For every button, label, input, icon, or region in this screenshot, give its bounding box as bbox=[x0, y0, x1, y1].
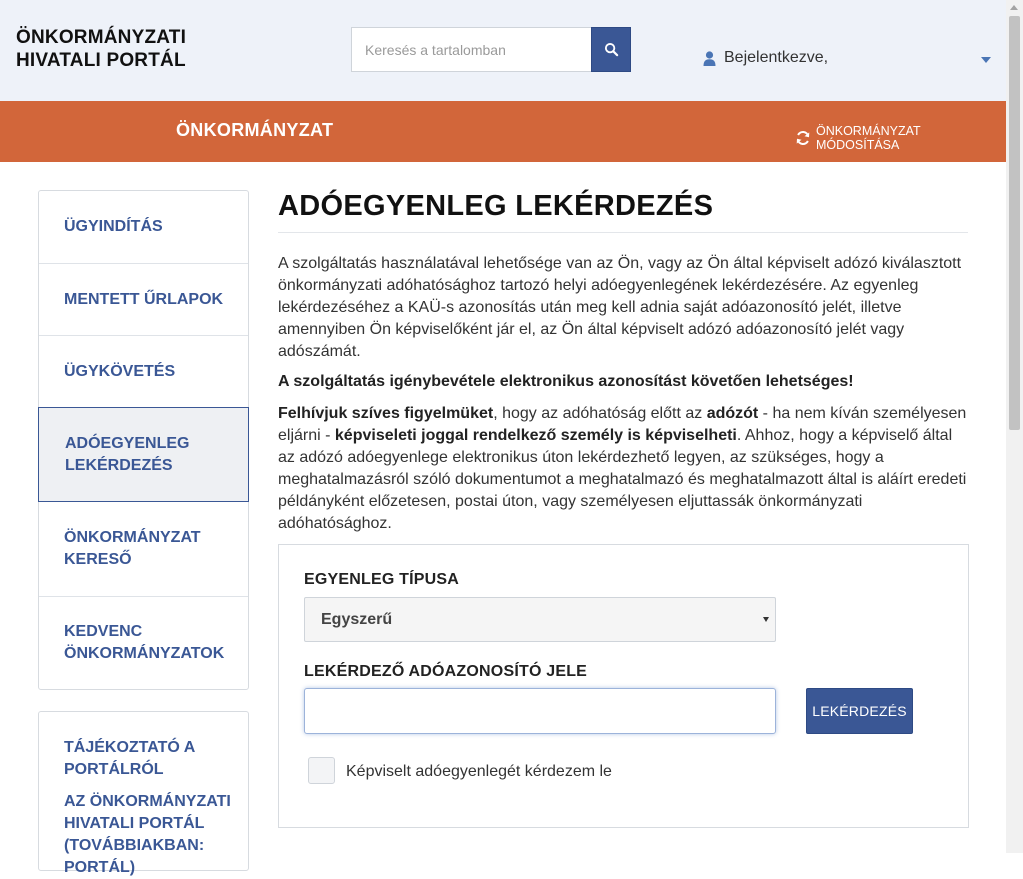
chevron-down-icon[interactable] bbox=[981, 57, 991, 63]
attention-text-6: . Ahhoz, hogy a képviselő által az adózó adóegyenlege elektronikus úton lekérdezhető legyen, az szükséges, hogy a meghatalmazásról szóló dokumentumot a meghatalmazó és meghatalmazott által is aláírt eredeti példányként előzetesen, postai úton, vagy személyesen eljuttassák önkormányzati adóhatósághoz. bbox=[278, 427, 967, 532]
top-header bbox=[0, 0, 1006, 101]
sidebar-menu bbox=[38, 190, 249, 690]
municipality-bar bbox=[0, 101, 1006, 162]
user-label: Bejelentkezve, bbox=[724, 49, 829, 66]
user-menu[interactable] bbox=[703, 49, 828, 67]
page-title: ADÓEGYENLEG LEKÉRDEZÉS bbox=[278, 190, 714, 222]
sidebar-item-label: ÖNKORMÁNYZAT KERESŐ bbox=[64, 529, 201, 568]
attention-text-2: , hogy az adóhatóság előtt az bbox=[493, 405, 707, 422]
represented-checkbox[interactable] bbox=[308, 757, 335, 784]
attention-text-4: - ha nem kíván személyesen eljárni - bbox=[278, 405, 967, 444]
sidebar-item-saved-forms[interactable] bbox=[39, 264, 248, 336]
title-divider bbox=[278, 232, 968, 233]
portal-description-link[interactable]: AZ ÖNKORMÁNYZATI HIVATALI PORTÁL (TOVÁBBIAKBAN: PORTÁL) bbox=[64, 793, 231, 876]
page-scrollbar[interactable] bbox=[1006, 0, 1023, 853]
notice-paragraph bbox=[278, 371, 968, 393]
user-icon bbox=[703, 51, 716, 66]
change-municipality-label: ÖNKORMÁNYZAT MÓDOSÍTÁSA bbox=[816, 124, 921, 152]
intro-paragraph: A szolgáltatás használatával lehetősége van az Ön, vagy az Ön által képviselt adózó kiválasztott önkormányzati adóhatósághoz tartozó helyi adóegyenlegének lekérdezésére. Az egyenleg lekérdezéséhez a KAÜ-s azonosítás után meg kell adnia saját adóazonosító jelét, illetve amennyiben Ön képviselőként jár el, az Ön által képviselt adózó adóazonosító jelét vagy adószámát. bbox=[278, 255, 962, 360]
scrollbar-thumb[interactable] bbox=[1009, 16, 1020, 430]
sidebar-item-label: MENTETT ŰRLAPOK bbox=[64, 290, 224, 308]
sidebar-item-label: ÜGYINDÍTÁS bbox=[64, 218, 163, 235]
search-icon bbox=[604, 42, 619, 57]
sidebar-item-label: KEDVENC ÖNKORMÁNYZATOK bbox=[64, 623, 225, 662]
balance-type-label: EGYENLEG TÍPUSA bbox=[304, 571, 460, 588]
balance-type-value: Egyszerű bbox=[321, 610, 393, 628]
info-panel bbox=[38, 711, 249, 876]
search-button[interactable] bbox=[591, 27, 631, 72]
scroll-up-icon[interactable] bbox=[1010, 5, 1018, 10]
sidebar-item-label: ÜGYKÖVETÉS bbox=[64, 362, 176, 380]
attention-paragraph bbox=[278, 403, 968, 535]
taxid-label: LEKÉRDEZŐ ADÓAZONOSÍTÓ JELE bbox=[304, 663, 588, 680]
sidebar-item-municipality-search[interactable] bbox=[39, 502, 248, 597]
notice-text: A szolgáltatás igénybevétele elektronikus azonosítást követően lehetséges! bbox=[278, 373, 854, 390]
sidebar-item-case-start[interactable] bbox=[39, 191, 248, 264]
attention-bold-3: adózót bbox=[706, 405, 759, 422]
balance-query-form bbox=[278, 544, 969, 828]
sidebar-item-tax-balance[interactable] bbox=[38, 407, 249, 502]
sidebar-item-label: ADÓEGYENLEG LEKÉRDEZÉS bbox=[65, 434, 190, 474]
represented-checkbox-label[interactable]: Képviselt adóegyenlegét kérdezem le bbox=[346, 763, 612, 780]
balance-type-select[interactable] bbox=[304, 597, 776, 642]
brand-line-1: ÖNKORMÁNYZATI bbox=[16, 27, 187, 48]
taxid-input[interactable] bbox=[304, 688, 776, 734]
portal-info-link[interactable]: TÁJÉKOZTATÓ A PORTÁLRÓL bbox=[64, 739, 195, 778]
search-input[interactable] bbox=[351, 27, 592, 72]
refresh-icon bbox=[795, 130, 811, 146]
municipality-title: ÖNKORMÁNYZAT bbox=[176, 120, 334, 140]
brand-line-2: HIVATALI PORTÁL bbox=[16, 50, 186, 71]
attention-bold-5: képviseleti joggal rendelkező személy is képviselheti bbox=[334, 427, 737, 444]
sidebar-item-case-tracking[interactable] bbox=[39, 336, 248, 408]
change-municipality-button[interactable] bbox=[795, 124, 1006, 152]
query-button[interactable]: LEKÉRDEZÉS bbox=[806, 688, 913, 734]
portal-brand[interactable] bbox=[16, 26, 186, 72]
sidebar-item-favorites[interactable] bbox=[39, 597, 248, 689]
attention-bold-1: Felhívjuk szíves figyelmüket bbox=[278, 405, 494, 422]
select-caret-icon bbox=[763, 617, 769, 622]
